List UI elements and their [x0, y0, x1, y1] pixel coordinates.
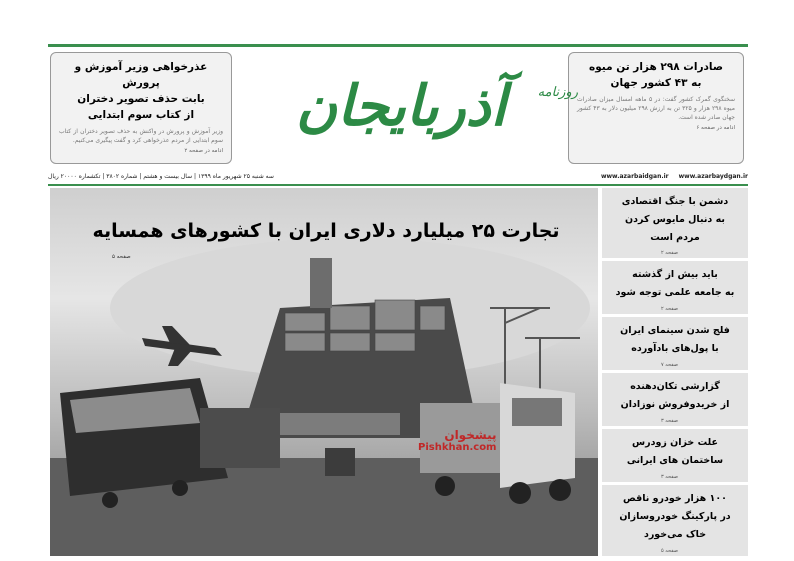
watermark-persian: پیشخوان [444, 428, 497, 442]
sidebar-item-page-ref: صفحه ۵ [661, 548, 678, 554]
masthead-logo: آذربایجان [295, 73, 507, 139]
sidebar-item-economic-war[interactable] [602, 188, 748, 261]
fruit-exports-title-line2: به ۴۳ کشور جهان [610, 77, 702, 89]
sidebar-item-page-ref: صفحه ۲ [661, 250, 678, 256]
hero-page-ref: صفحه ۵ [112, 254, 131, 260]
sidebar-item-text: فلج شدن سینمای ایران [620, 325, 730, 336]
sidebar-item-text: به دنبال مایوس کردن [625, 214, 725, 225]
sidebar-item-text: ۱۰۰ هزار خودرو ناقص [623, 493, 727, 504]
sidebar-item-infant-trade[interactable] [602, 373, 748, 429]
sidebar-item-cinema[interactable] [602, 317, 748, 373]
sidebar-item-text: با پول‌های بادآورده [631, 343, 719, 354]
fruit-exports-page-ref: ادامه در صفحه ۶ [696, 125, 735, 131]
sidebar-item-incomplete-cars[interactable] [602, 485, 748, 556]
pishkhan-watermark [418, 428, 496, 453]
sidebar-headlines [602, 188, 748, 556]
website-url-2[interactable]: www.azarbaydgan.ir [678, 172, 748, 180]
sidebar-item-scientific-community[interactable] [602, 261, 748, 317]
education-title-line1: عذرخواهی وزیر آموزش و پرورش [74, 61, 208, 89]
fruit-exports-title-line1: صادرات ۲۹۸ هزار تن میوه [589, 61, 723, 73]
hero-headline[interactable]: تجارت ۲۵ میلیارد دلاری ایران با کشورهای همسایه [92, 220, 560, 242]
issue-info-line [48, 170, 748, 182]
sidebar-item-text: به جامعه علمی توجه شود [615, 287, 735, 298]
hero-image[interactable] [50, 188, 598, 556]
education-title-line2: بابت حذف تصویر دختران [77, 93, 205, 105]
sidebar-item-text: علت خزان زودرس [632, 437, 718, 448]
watermark-english: Pishkhan.com [418, 442, 497, 453]
top-rule [48, 44, 748, 47]
education-body: وزیر آموزش و پرورش در واکنش به حذف تصویر دختران از کتاب سوم ابتدایی از مردم عذرخواهی کرد و گفت پیگیری می‌کنیم. [59, 128, 223, 144]
header-news-box-fruit-exports[interactable] [568, 52, 744, 164]
fruit-exports-body: سخنگوی گمرک کشور گفت: در ۵ ماهه امسال میزان صادرات میوه ۲۹۸ هزار و ۳۲۵ تن به ارزش ۲۹۸ میلیون دلار به ۴۳ کشور جهان صادر شده است. [577, 96, 735, 121]
sidebar-item-text: باید بیش از گذشته [632, 269, 718, 280]
education-title-line3: از کتاب سوم ابتدایی [87, 109, 195, 121]
sidebar-item-text: دشمن با جنگ اقتصادی [621, 196, 729, 207]
website-urls [601, 173, 748, 180]
sidebar-item-text: ساختمان های ایرانی [626, 455, 724, 466]
hero-illustration [50, 188, 598, 556]
info-rule [48, 184, 748, 186]
header-news-box-education-minister[interactable] [50, 52, 232, 164]
sidebar-item-buildings[interactable] [602, 429, 748, 485]
sidebar-item-page-ref: صفحه ۳ [661, 418, 678, 424]
issue-date-text: سه شنبه ۲۵ شهریور ماه ۱۳۹۹ | سال بیست و هشتم | شماره ۳۸۰۲ | تکشماره ۲۰۰۰۰ ریال [48, 172, 274, 180]
sidebar-item-text: خاک می‌خورد [643, 529, 707, 540]
sidebar-item-page-ref: صفحه ۲ [661, 306, 678, 312]
masthead-prefix: روزنامه [537, 85, 578, 100]
website-url-1[interactable]: www.azarbaidgan.ir [600, 172, 669, 180]
sidebar-item-text: از خریدوفروش نوزادان [620, 399, 730, 410]
sidebar-item-text: گزارشی تکان‌دهنده [630, 381, 720, 392]
sidebar-item-text: در پارکینگ خودروسازان [619, 511, 731, 522]
education-page-ref: ادامه در صفحه ۲ [184, 148, 223, 154]
sidebar-item-page-ref: صفحه ۷ [661, 362, 678, 368]
sidebar-item-page-ref: صفحه ۳ [661, 474, 678, 480]
masthead [238, 50, 578, 162]
sidebar-item-text: مردم است [650, 232, 700, 243]
